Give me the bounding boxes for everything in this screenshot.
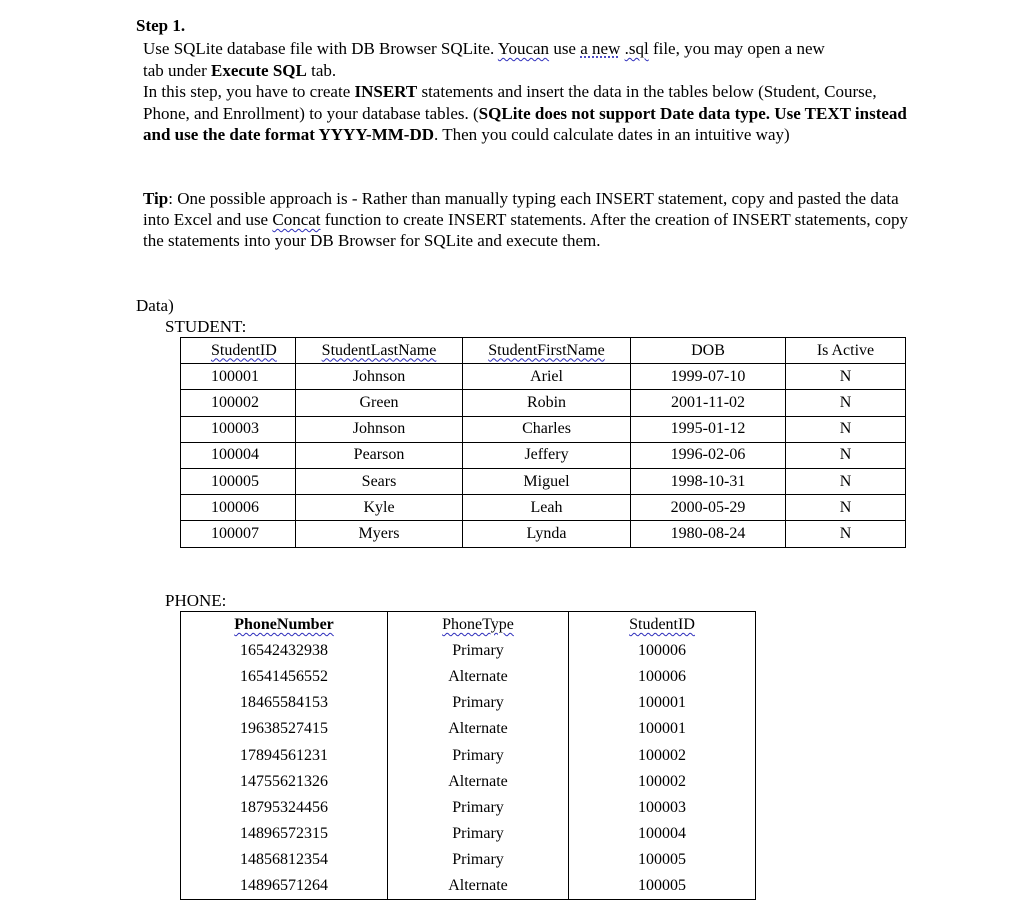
table-cell: N (786, 364, 906, 390)
table-row (181, 795, 756, 821)
table-cell: Johnson (296, 364, 463, 390)
data-label: Data) (136, 296, 174, 315)
table-cell: Myers (296, 521, 463, 547)
table-cell: 2001-11-02 (631, 390, 786, 416)
text-run: tab. (306, 60, 337, 80)
table-cell: 14896572315 (181, 821, 388, 847)
table-cell: Primary (388, 690, 569, 716)
table-cell: 2000-05-29 (631, 495, 786, 521)
spellcheck-word: Concat (272, 210, 321, 229)
student-table-label: STUDENT: (165, 317, 247, 336)
table-cell: 1999-07-10 (631, 364, 786, 390)
column-header (388, 612, 569, 638)
table-row (181, 769, 756, 795)
column-header (181, 338, 296, 364)
table-cell: 100006 (569, 664, 756, 690)
table-cell: 18795324456 (181, 795, 388, 821)
table-cell: Primary (388, 847, 569, 873)
grammar-flag: a new (580, 39, 621, 58)
table-cell: 100004 (569, 821, 756, 847)
table-cell: 100005 (181, 468, 296, 494)
table-cell: 100002 (569, 769, 756, 795)
header-text: PhoneNumber (234, 615, 334, 633)
table-cell: 100005 (569, 873, 756, 899)
text-run: file, you may open a new (648, 39, 825, 58)
table-cell: Jeffery (463, 442, 631, 468)
table-cell: Leah (463, 495, 631, 521)
table-header-row (181, 338, 906, 364)
phone-table-label: PHONE: (165, 591, 227, 610)
column-header (569, 612, 756, 638)
table-cell: N (786, 468, 906, 494)
table-cell: Lynda (463, 521, 631, 547)
table-cell: Miguel (463, 468, 631, 494)
table-cell: Ariel (463, 364, 631, 390)
instructions-para-2 (143, 81, 923, 146)
text-run: function to create INSERT statements. After the creation of INSERT statements, copy the statements into your DB Browser for SQLite and execute them. (143, 210, 908, 250)
header-text: StudentFirstName (488, 341, 605, 359)
table-cell: 19638527415 (181, 716, 388, 742)
column-header: DOB (631, 338, 786, 364)
table-row (181, 390, 906, 416)
table-cell: 100005 (569, 847, 756, 873)
column-header (296, 338, 463, 364)
table-cell: Johnson (296, 416, 463, 442)
table-cell: 100003 (181, 416, 296, 442)
text-run: Use SQLite database file with DB Browser SQLite. (143, 39, 498, 58)
header-text: StudentID (211, 341, 277, 359)
table-cell: 100004 (181, 442, 296, 468)
table-cell: Charles (463, 416, 631, 442)
header-text: StudentLastName (321, 341, 437, 359)
table-cell: 1980-08-24 (631, 521, 786, 547)
text-run: In this step, you have to create (143, 82, 355, 101)
table-row (181, 364, 906, 390)
table-cell: Alternate (388, 769, 569, 795)
column-header (463, 338, 631, 364)
table-row (181, 495, 906, 521)
table-cell: 100001 (569, 716, 756, 742)
table-cell: 17894561231 (181, 742, 388, 768)
table-cell: 100002 (569, 742, 756, 768)
bold-run: INSERT (354, 82, 418, 101)
table-row (181, 416, 906, 442)
table-cell: Robin (463, 390, 631, 416)
table-row (181, 821, 756, 847)
table-cell: 1998-10-31 (631, 468, 786, 494)
table-cell: N (786, 442, 906, 468)
table-cell: 18465584153 (181, 690, 388, 716)
bold-run: SQLite does not support Date data type. Use TEXT instead and use the date format YYYY-MM-DD (143, 103, 907, 144)
tip-paragraph (143, 188, 923, 251)
text-run: . Then you could calculate dates in an intuitive way) (434, 125, 790, 144)
table-cell: Green (296, 390, 463, 416)
column-header (181, 612, 388, 638)
table-cell: 100003 (569, 795, 756, 821)
table-cell: Alternate (388, 664, 569, 690)
table-cell: Primary (388, 638, 569, 664)
table-row (181, 521, 906, 547)
table-row (181, 638, 756, 664)
header-text: PhoneType (442, 615, 514, 633)
spellcheck-word: Youcan (497, 39, 550, 58)
table-header-row (181, 612, 756, 638)
header-text: StudentID (629, 615, 695, 633)
table-cell: 100006 (181, 495, 296, 521)
table-cell: N (786, 521, 906, 547)
table-cell: 100006 (569, 638, 756, 664)
table-cell: 1996-02-06 (631, 442, 786, 468)
table-cell: 14896571264 (181, 873, 388, 899)
table-cell: N (786, 390, 906, 416)
table-cell: Sears (296, 468, 463, 494)
table-row (181, 442, 906, 468)
table-cell: 1995-01-12 (631, 416, 786, 442)
table-row (181, 664, 756, 690)
student-table (180, 337, 906, 548)
table-cell: 100002 (181, 390, 296, 416)
table-cell: 14755621326 (181, 769, 388, 795)
table-cell: Primary (388, 795, 569, 821)
table-cell: Primary (388, 821, 569, 847)
instructions (143, 38, 923, 146)
tip (143, 188, 923, 251)
text-run: statements and insert the data in the tables below (Student, Course, Phone, and Enrollment) to your database tables. ( (143, 82, 877, 123)
table-cell: Pearson (296, 442, 463, 468)
column-header: Is Active (786, 338, 906, 364)
text-run: tab under (143, 60, 211, 80)
table-row (181, 847, 756, 873)
table-cell: N (786, 416, 906, 442)
table-cell: 14856812354 (181, 847, 388, 873)
table-cell: Kyle (296, 495, 463, 521)
table-row (181, 742, 756, 768)
phone-table (180, 611, 756, 900)
table-cell: 16541456552 (181, 664, 388, 690)
table-cell: Primary (388, 742, 569, 768)
text-run: use (549, 39, 581, 58)
bold-run: Execute SQL (210, 60, 307, 80)
text-run: : One possible approach is - Rather than manually typing each INSERT statement, copy and pasted the data into Excel and use (143, 189, 899, 229)
table-row (181, 873, 756, 899)
step-title: Step 1. (136, 16, 186, 35)
table-cell: 100007 (181, 521, 296, 547)
spellcheck-word: .sql (624, 39, 649, 58)
tip-label: Tip (143, 189, 169, 208)
table-row (181, 690, 756, 716)
table-cell: Alternate (388, 716, 569, 742)
table-cell: N (786, 495, 906, 521)
table-cell: 100001 (181, 364, 296, 390)
table-cell: 16542432938 (181, 638, 388, 664)
table-cell: Alternate (388, 873, 569, 899)
table-row (181, 716, 756, 742)
instructions-para-1 (143, 38, 923, 81)
table-cell: 100001 (569, 690, 756, 716)
table-row (181, 468, 906, 494)
